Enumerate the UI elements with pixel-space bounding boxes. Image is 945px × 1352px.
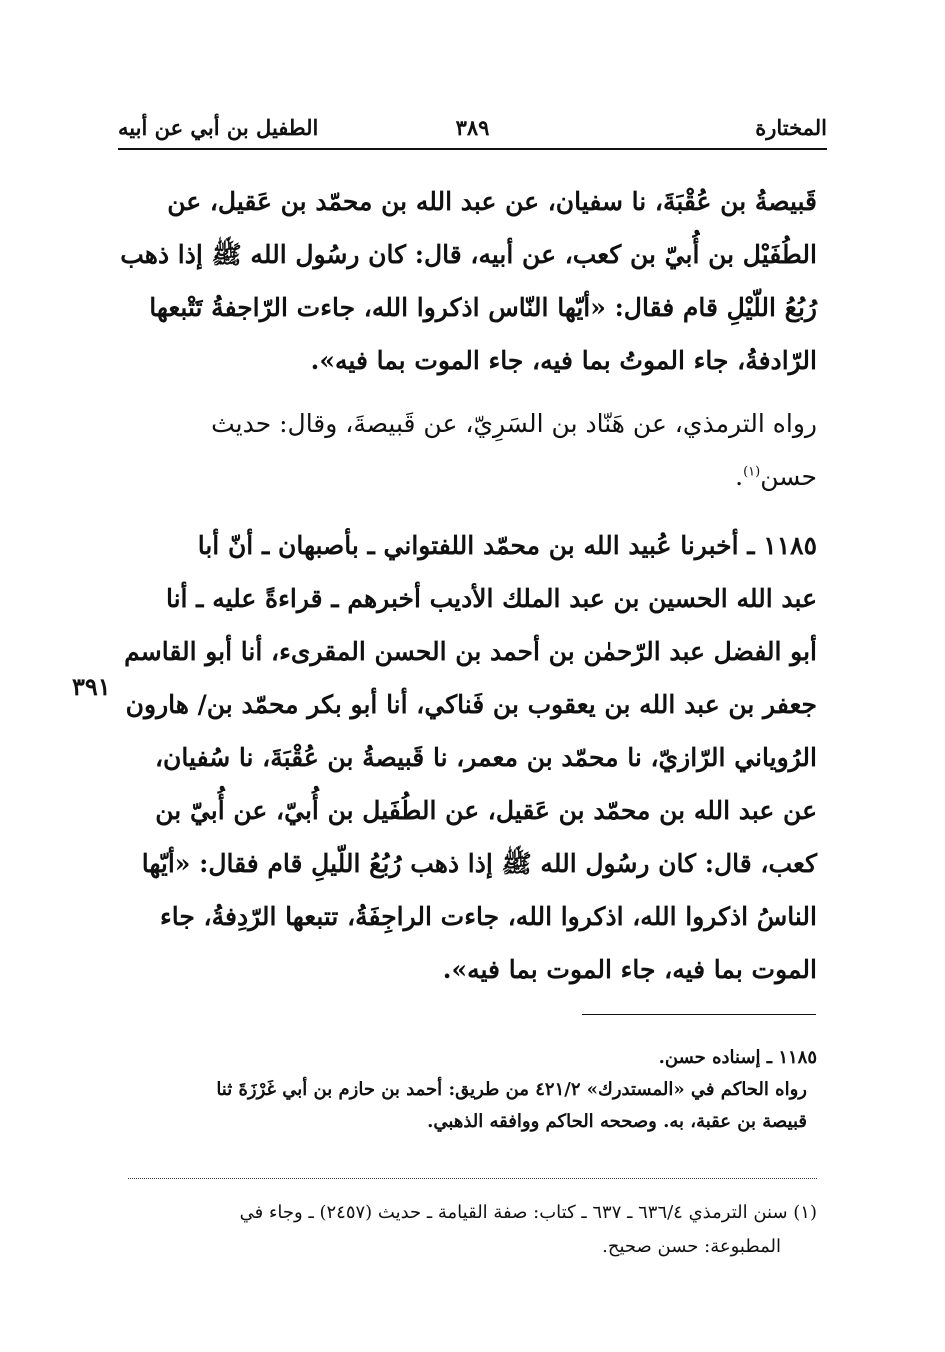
margin-page-reference: ٣٩١ <box>72 672 111 701</box>
note-line: ١١٨٥ ـ إسناده حسن. <box>658 1047 817 1068</box>
header-book-title: المختارة <box>755 115 827 140</box>
running-header <box>118 104 827 140</box>
text-fragment: . <box>735 462 744 491</box>
page-number: ٣٨٩ <box>455 115 490 140</box>
text-line: عبد الله الحسين بن عبد الملك الأديب أخبرهم ـ قراءةً عليه ـ أنا <box>165 584 817 613</box>
main-text <box>120 175 817 996</box>
footnote-marker[interactable]: (١) <box>743 464 761 480</box>
text-line: كعب، قال: كان رسُول الله ﷺ إذا ذهب رُبُعُ اللّيلِ قام فقال: «أيّها <box>141 849 817 878</box>
text-line: الموت بما فيه، جاء الموت بما فيه». <box>442 955 817 984</box>
header-rule <box>118 148 827 150</box>
text-line: قَبيصةُ بن عُقْبَةَ، نا سفيان، عن عبد الله بن محمّد بن عَقيل، عن <box>167 187 817 216</box>
editor-notes <box>128 1042 817 1138</box>
text-line: جعفر بن عبد الله بن يعقوب بن فَناكي، أنا أبو بكر محمّد بن/ هارون <box>125 690 817 719</box>
text-line: الرّادفةُ، جاء الموتُ بما فيه، جاء الموت بما فيه». <box>310 346 817 375</box>
footnote-separator <box>128 1178 817 1179</box>
text-line: عن عبد الله بن محمّد بن عَقيل، عن الطُفَيل بن أُبيّ، عن أُبيّ بن <box>155 796 817 825</box>
text-line <box>128 450 817 503</box>
footnote-line: المطبوعة: حسن صحيح. <box>602 1236 781 1257</box>
text-line: رُبُعُ اللّيْلِ قام فقال: «أيّها النّاس اذكروا الله، جاءت الرّاجفةُ تَتْبعها <box>149 293 817 322</box>
note-line: قبيصة بن عقبة، به. وصححه الحاكم ووافقه الذهبي. <box>427 1111 807 1132</box>
notes-separator <box>582 1014 816 1015</box>
text-fragment: حسن <box>760 462 817 491</box>
footnote <box>128 1196 817 1264</box>
text-line: الرُوياني الرّازيّ، نا محمّد بن معمر، نا قَبيصةُ بن عُقْبَةَ، نا سُفيان، <box>154 743 817 772</box>
hadith-text-paragraph <box>120 175 817 387</box>
text-line: الناسُ اذكروا الله، اذكروا الله، جاءت الراجِفَةُ، تتبعها الرّدِفةُ، جاء <box>159 902 817 931</box>
hadith-1185-paragraph <box>124 519 817 996</box>
takhrij-paragraph <box>128 397 817 503</box>
footnote-line: (١) سنن الترمذي ٦٣٦/٤ ـ ٦٣٧ ـ كتاب: صفة القيامة ـ حديث (٢٤٥٧) ـ وجاء في <box>239 1202 817 1223</box>
text-line: رواه الترمذي، عن هَنّاد بن السَرِيّ، عن قَبيصةَ، وقال: حديث <box>211 409 817 438</box>
text-line: أبو الفضل عبد الرّحمٰن بن أحمد بن الحسن المقرىء، أنا أبو القاسم <box>124 637 817 666</box>
header-section-title: الطفيل بن أبي عن أبيه <box>118 115 319 140</box>
text-line: الطُفَيْل بن أُبيّ بن كعب، عن أبيه، قال: كان رسُول الله ﷺ إذا ذهب <box>120 240 817 269</box>
text-line: ١١٨٥ ـ أخبرنا عُبيد الله بن محمّد اللفتواني ـ بأصبهان ـ أنّ أبا <box>197 531 817 560</box>
note-line: رواه الحاكم في «المستدرك» ٤٢١/٢ من طريق: أحمد بن حازم بن أبي غَرْزَةَ ثنا <box>216 1079 807 1100</box>
